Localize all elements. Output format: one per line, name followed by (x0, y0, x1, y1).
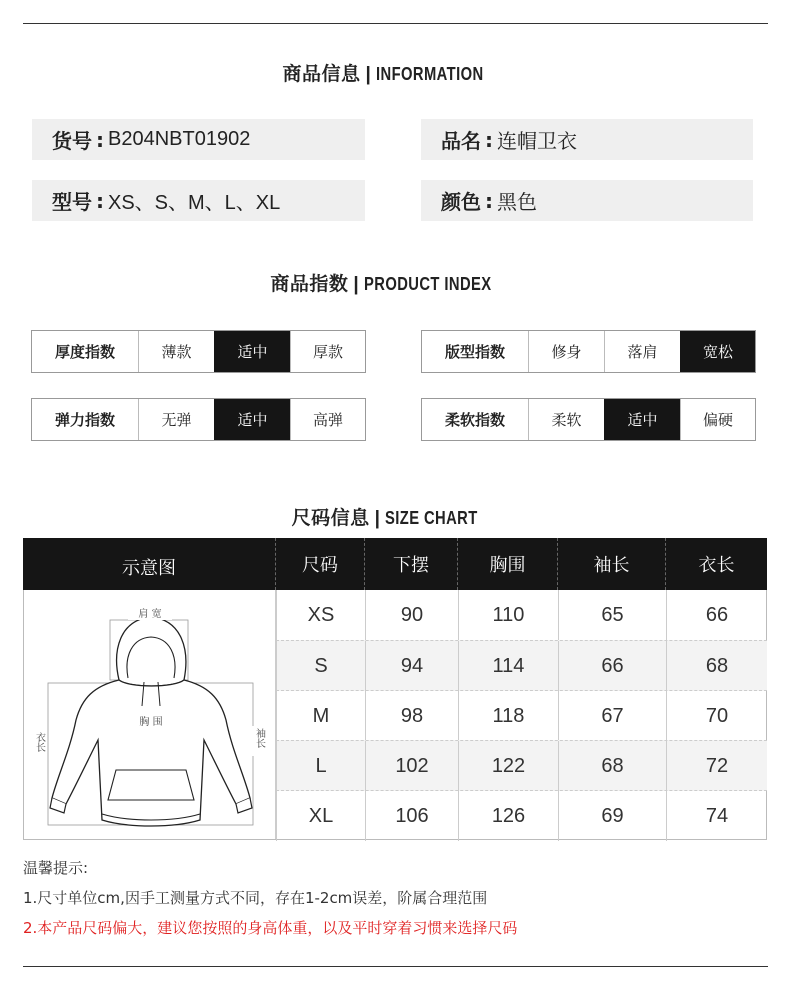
cell-sleeve: 67 (558, 691, 666, 741)
cell-chest: 110 (458, 590, 558, 640)
section-title-sep: | (353, 274, 360, 295)
section-title-size-chart (0, 503, 790, 530)
hoodie-illustration (24, 590, 276, 839)
front-pocket (108, 770, 194, 800)
section-title-en: INFORMATION (376, 64, 484, 84)
cell-chest: 122 (458, 741, 558, 791)
model-value: XS、S、M、L、XL (108, 192, 281, 214)
label-sleeve: 袖长 (253, 728, 265, 748)
cell-length: 74 (666, 791, 767, 841)
tips-line-2: 2.本产品尺码偏大，建议您按照的身高体重，以及平时穿着习惯来选择尺码 (23, 919, 518, 937)
info-color (421, 180, 753, 221)
size-row (276, 590, 767, 640)
header-length: 衣长 (665, 538, 767, 590)
label-chest: 胸 围 (139, 717, 163, 728)
index-softness (421, 398, 756, 441)
color-label: 颜色 (441, 190, 481, 214)
section-title-sep: | (365, 64, 372, 85)
cell-sleeve: 69 (558, 791, 666, 841)
size-row (276, 790, 767, 841)
index-option: 柔软 (528, 399, 604, 440)
hood-shape (117, 617, 186, 686)
index-thickness (31, 330, 366, 373)
section-title-zh: 商品指数 (270, 273, 349, 295)
header-diagram: 示意图 (122, 558, 176, 579)
cell-sleeve: 65 (558, 590, 666, 640)
index-option: 适中 (214, 399, 290, 440)
top-divider (23, 23, 768, 24)
index-option: 厚款 (290, 331, 365, 372)
cell-size: S (276, 641, 365, 691)
cell-length: 66 (666, 590, 767, 640)
item-no-value: B204NBT01902 (108, 128, 251, 150)
label-length: 衣长 (33, 732, 45, 752)
product-name-label: 品名 (441, 129, 481, 153)
header-hem: 下摆 (364, 538, 457, 590)
size-row (276, 690, 767, 741)
colon: : (96, 127, 104, 152)
section-title-information (0, 59, 790, 86)
size-row (276, 640, 767, 691)
cell-hem: 98 (365, 691, 458, 741)
cell-hem: 90 (365, 590, 458, 640)
index-elasticity (31, 398, 366, 441)
index-fit (421, 330, 756, 373)
colon: : (485, 127, 493, 152)
index-option: 宽松 (680, 331, 755, 372)
index-option: 适中 (604, 399, 680, 440)
header-sleeve: 袖长 (557, 538, 665, 590)
tips-title: 温馨提示: (23, 859, 89, 877)
cell-size: XL (276, 791, 365, 841)
size-chart-body (23, 590, 767, 840)
product-name-value: 连帽卫衣 (497, 131, 577, 153)
cell-length: 72 (666, 741, 767, 791)
size-row (276, 740, 767, 791)
cell-chest: 118 (458, 691, 558, 741)
index-option: 偏硬 (680, 399, 755, 440)
cell-sleeve: 68 (558, 741, 666, 791)
index-label: 弹力指数 (54, 411, 115, 429)
hoodie-diagram (24, 590, 276, 839)
index-option: 适中 (214, 331, 290, 372)
cell-length: 70 (666, 691, 767, 741)
cell-sleeve: 66 (558, 641, 666, 691)
index-option: 修身 (528, 331, 604, 372)
section-title-en: PRODUCT INDEX (364, 274, 492, 294)
index-option: 落肩 (604, 331, 680, 372)
cell-hem: 102 (365, 741, 458, 791)
index-option: 薄款 (138, 331, 214, 372)
info-product-name (421, 119, 753, 160)
section-title-zh: 尺码信息 (291, 507, 370, 529)
index-label: 版型指数 (444, 343, 505, 361)
model-label: 型号 (52, 190, 92, 214)
section-title-sep: | (374, 508, 381, 529)
index-label: 柔软指数 (444, 411, 505, 429)
cell-length: 68 (666, 641, 767, 691)
section-title-en: SIZE CHART (385, 508, 479, 528)
cell-size: L (276, 741, 365, 791)
cell-chest: 126 (458, 791, 558, 841)
section-title-product-index (0, 269, 790, 296)
info-item-no (32, 119, 365, 160)
info-model (32, 180, 365, 221)
size-chart-header (23, 538, 767, 590)
section-title-zh: 商品信息 (282, 63, 361, 85)
header-size: 尺码 (275, 538, 364, 590)
cell-size: M (276, 691, 365, 741)
cell-hem: 94 (365, 641, 458, 691)
item-no-label: 货号 (52, 129, 92, 153)
colon: : (96, 188, 104, 213)
tips-line-1: 1.尺寸单位cm,因手工测量方式不同，存在1-2cm误差，阶属合理范围 (23, 889, 488, 907)
index-label: 厚度指数 (54, 343, 115, 361)
header-chest: 胸围 (457, 538, 557, 590)
colon: : (485, 188, 493, 213)
label-shoulder: 肩 宽 (138, 609, 162, 620)
hoodie-body (52, 680, 250, 826)
cell-hem: 106 (365, 791, 458, 841)
color-value: 黑色 (497, 192, 537, 214)
cell-chest: 114 (458, 641, 558, 691)
bottom-divider (23, 966, 768, 967)
index-option: 高弹 (290, 399, 365, 440)
cell-size: XS (276, 590, 365, 640)
index-option: 无弹 (138, 399, 214, 440)
